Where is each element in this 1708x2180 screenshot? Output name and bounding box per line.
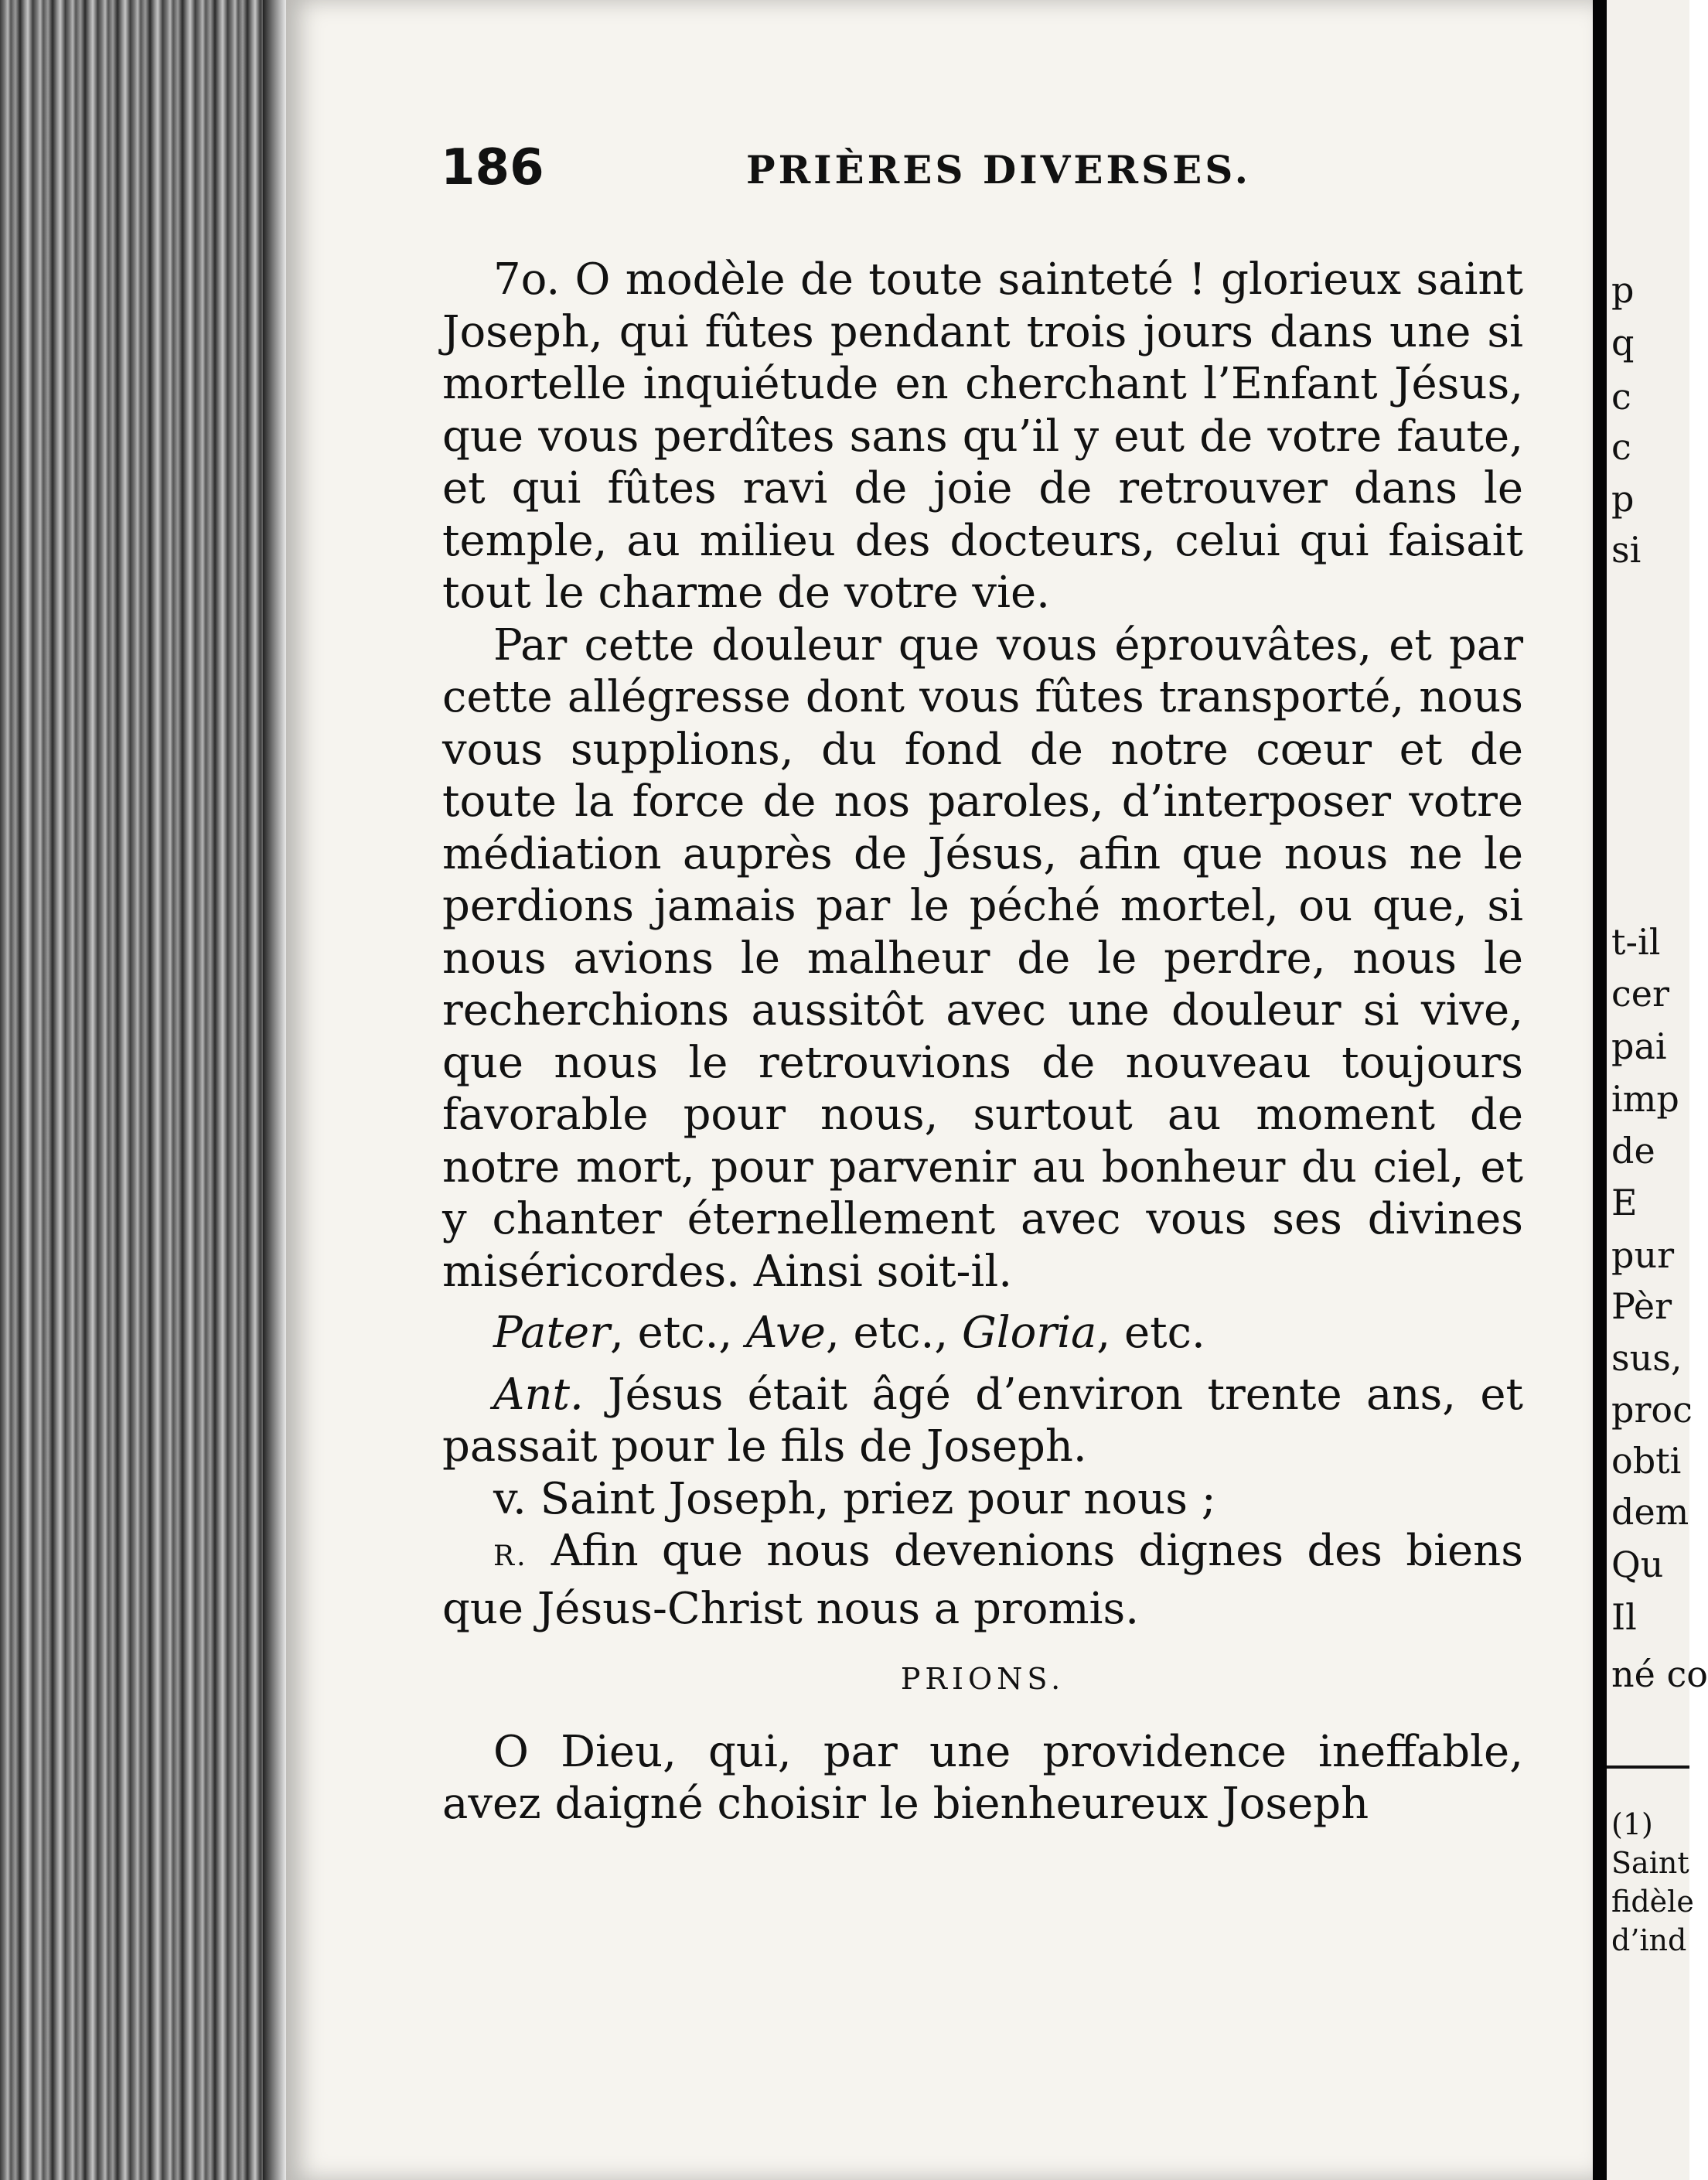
pater-label: Pater	[493, 1308, 610, 1358]
next-page-fragment: d’ind	[1611, 1923, 1687, 1957]
book-fore-edge	[0, 0, 286, 2180]
next-page-fragment: Saint	[1611, 1846, 1689, 1880]
next-page-fragment: c	[1611, 426, 1631, 468]
response-text: Afin que nous devenions dignes des biens que Jésus-Christ nous a promis.	[442, 1526, 1523, 1634]
next-page-fragment: p	[1611, 478, 1635, 520]
response	[442, 1525, 1523, 1635]
next-page-fragment: q	[1611, 322, 1635, 363]
response-label: R.	[493, 1540, 528, 1572]
next-page-fragment: Qu	[1611, 1544, 1664, 1585]
antiphon-label: Ant.	[493, 1369, 584, 1420]
next-page-fragment: t-il	[1611, 921, 1661, 963]
next-page-fragment: proc	[1611, 1389, 1693, 1431]
ave-label: Ave	[745, 1308, 826, 1358]
versicle	[442, 1473, 1523, 1526]
next-page-fragment: p	[1611, 269, 1635, 311]
next-page-fragment: sus,	[1611, 1337, 1682, 1379]
page-number: 186	[441, 139, 544, 196]
next-page-fragment: dem	[1611, 1491, 1689, 1533]
next-page-fragment: fidèle	[1611, 1885, 1694, 1919]
next-page-fragment: (1)	[1611, 1807, 1653, 1841]
gloria-etc: , etc.	[1096, 1308, 1205, 1358]
next-page-edge	[1607, 0, 1708, 2180]
next-page-fragment: pur	[1611, 1234, 1675, 1276]
ave-etc: , etc.,	[825, 1308, 962, 1358]
antiphon	[442, 1369, 1523, 1473]
paragraph-seventh-sorrow: 7o. O modèle de toute sainteté ! glorieux saint Joseph, qui fûtes pendant trois jours dans une si mortelle inquiétude en cherchant l’Enfant Jésus, que vous perdîtes sans qu’il y eut de votre faute, et qui fûtes ravi de joie de retrouver dans le temple, au milieu des docteurs, celui qui faisait tout le charme de votre vie.	[442, 254, 1523, 618]
running-header	[441, 139, 1523, 196]
final-prayer: O Dieu, qui, par une providence ineffable, avez daigné choisir le bienheureux Joseph	[442, 1726, 1523, 1829]
running-title: PRIÈRES DIVERSES.	[746, 147, 1251, 193]
next-page-fragment: E	[1611, 1182, 1638, 1223]
pater-etc: , etc.,	[609, 1308, 746, 1358]
book-gutter	[1593, 0, 1607, 2180]
next-page-fragment: imp	[1611, 1078, 1679, 1120]
next-page-fragment: si	[1611, 529, 1642, 571]
prayers-line	[442, 1307, 1523, 1360]
next-page-fragment: pai	[1611, 1025, 1667, 1067]
next-page-fragment: de	[1611, 1130, 1655, 1172]
versicle-text: Saint Joseph, priez pour nous ;	[526, 1473, 1216, 1524]
page-text	[442, 254, 1523, 1830]
next-page-fragment: c	[1611, 376, 1631, 418]
versicle-label: v.	[493, 1473, 527, 1524]
footnote-rule	[1607, 1765, 1689, 1769]
next-page-fragment: Il	[1611, 1596, 1637, 1638]
next-page-fragment: obti	[1611, 1440, 1682, 1482]
next-page-fragment: cer	[1611, 973, 1669, 1015]
next-page-fragment: né co	[1611, 1653, 1708, 1695]
prions-heading: PRIONS.	[900, 1662, 1065, 1696]
paragraph-supplication: Par cette douleur que vous éprouvâtes, et par cette allégresse dont vous fûtes transporté, nous vous supplions, du fond de notre cœur et de toute la force de nos paroles, d’interposer votre médiation auprès de Jésus, afin que nous ne le perdions jamais par le péché mortel, ou que, si nous avions le malheur de le perdre, nous le recherchions aussitôt avec une douleur si vive, que nous le retrouvions de nouveau toujours favorable pour nous, surtout au moment de notre mort, pour parvenir au bonheur du ciel, et y chanter éternellement avec vous ses divines miséricordes. Ainsi soit-il.	[442, 619, 1523, 1297]
antiphon-text: Jésus était âgé d’environ trente ans, et passait pour le fils de Joseph.	[442, 1369, 1523, 1472]
next-page-fragment: Pèr	[1611, 1285, 1672, 1327]
gloria-label: Gloria	[961, 1308, 1097, 1358]
